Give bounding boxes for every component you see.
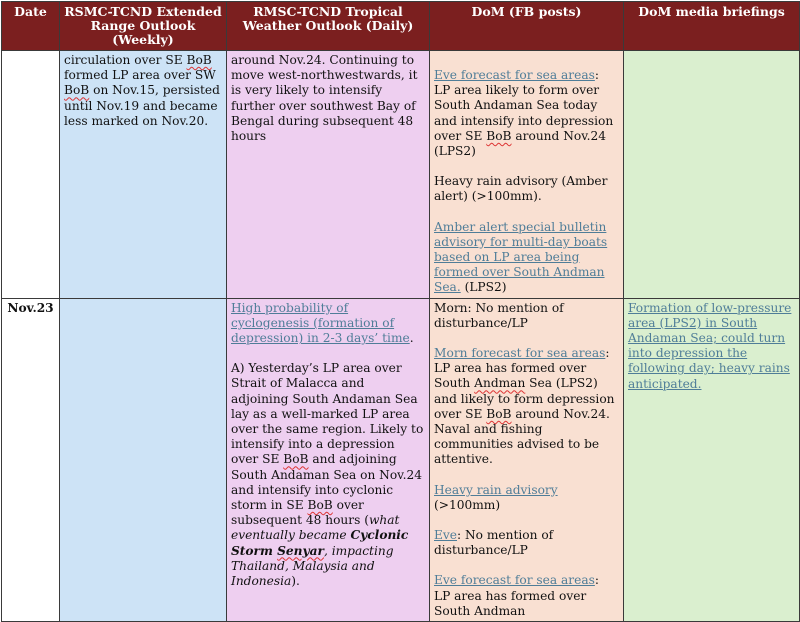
eve-link[interactable]: Eve: [434, 528, 457, 543]
weekly-outlook-cell: circulation over SE BoB formed LP area over SW BoB on Nov.15, persisted until Nov.19 and became less marked on Nov.20.: [60, 51, 227, 299]
eve-entry: Eve: No mention of disturbance/LP: [434, 528, 554, 558]
morn-entry: Morn: No mention of disturbance/LP: [434, 300, 564, 330]
heavy-rain-entry: Heavy rain advisory (Amber alert) (>100mm).: [434, 174, 608, 204]
fb-posts-cell: [430, 51, 624, 299]
date-cell: [2, 298, 60, 621]
header-daily-outlook: RMSC-TCND Tropical Weather Outlook (Daily): [227, 2, 430, 51]
daily-outlook-cell: [227, 298, 430, 621]
eve-forecast-entry: Eve forecast for sea areas: LP area has formed over South Andman: [434, 573, 599, 618]
morn-forecast-entry: Morn forecast for sea areas: LP area has formed over South Andman Sea (LPS2) and likely to form depression over SE BoB around Nov.24. Naval and fishing communities advised to be attentive.: [434, 346, 615, 467]
eve-forecast-link[interactable]: Eve forecast for sea areas: [434, 68, 595, 82]
heavy-rain-link[interactable]: Heavy rain advisory: [434, 482, 558, 497]
heavy-rain-entry: Heavy rain advisory (>100mm): [434, 482, 558, 512]
header-date: Date: [2, 2, 60, 51]
cyclogenesis-link[interactable]: High probability of cyclogenesis (formation of depression) in 2-3 days’ time: [231, 300, 410, 346]
eve-forecast-entry: Eve forecast for sea areas: LP area likely to form over South Andaman Sea today and intensify into depression over SE BoB around Nov.24 (LPS2): [434, 68, 614, 159]
outlook-entry-a: A) Yesterday’s LP area over Strait of Malacca and adjoining South Andaman Sea lay as a well-marked LP area over the same region. Likely to intensify into a depression over SE BoB and adjoining South Andaman Sea on Nov.24 and intensify into cyclonic storm in SE BoB over subsequent 48 hours (what eventually became Cyclonic Storm Senyar, impacting Thailand, Malaysia and Indonesia).: [231, 361, 424, 589]
media-briefing-link[interactable]: Formation of low-pressure area (LPS2) in South Andaman Sea; could turn into depression the following day; heavy rains anticipated.: [628, 300, 792, 391]
fb-posts-cell: [430, 298, 624, 621]
cyclogenesis-entry: High probability of cyclogenesis (formation of depression) in 2-3 days’ time.: [231, 300, 414, 346]
morn-forecast-link[interactable]: Morn forecast for sea areas: [434, 346, 606, 361]
amber-alert-link[interactable]: Amber alert special bulletin advisory for multi-day boats based on LP area being formed over South Andman Sea.: [434, 219, 608, 295]
media-briefing-cell: [624, 51, 800, 299]
header-row: [2, 2, 800, 51]
header-weekly-outlook: RSMC-TCND Extended Range Outlook (Weekly): [60, 2, 227, 51]
date-label: Nov.23: [7, 300, 54, 315]
daily-outlook-cell: around Nov.24. Continuing to move west-northwestwards, it is very likely to intensify further over southwest Bay of Bengal during subsequent 48 hours: [227, 51, 430, 299]
header-fb-posts: DoM (FB posts): [430, 2, 624, 51]
amber-alert-entry: Amber alert special bulletin advisory for multi-day boats based on LP area being formed over South Andman Sea. (LPS2): [434, 219, 608, 295]
weekly-outlook-cell: [60, 298, 227, 621]
table-row: [2, 298, 800, 621]
forecast-comparison-table: [1, 1, 800, 622]
date-cell: [2, 51, 60, 299]
header-media-briefings: DoM media briefings: [624, 2, 800, 51]
table-row: [2, 51, 800, 299]
media-briefing-cell: [624, 298, 800, 621]
eve-forecast-link[interactable]: Eve forecast for sea areas: [434, 573, 595, 588]
